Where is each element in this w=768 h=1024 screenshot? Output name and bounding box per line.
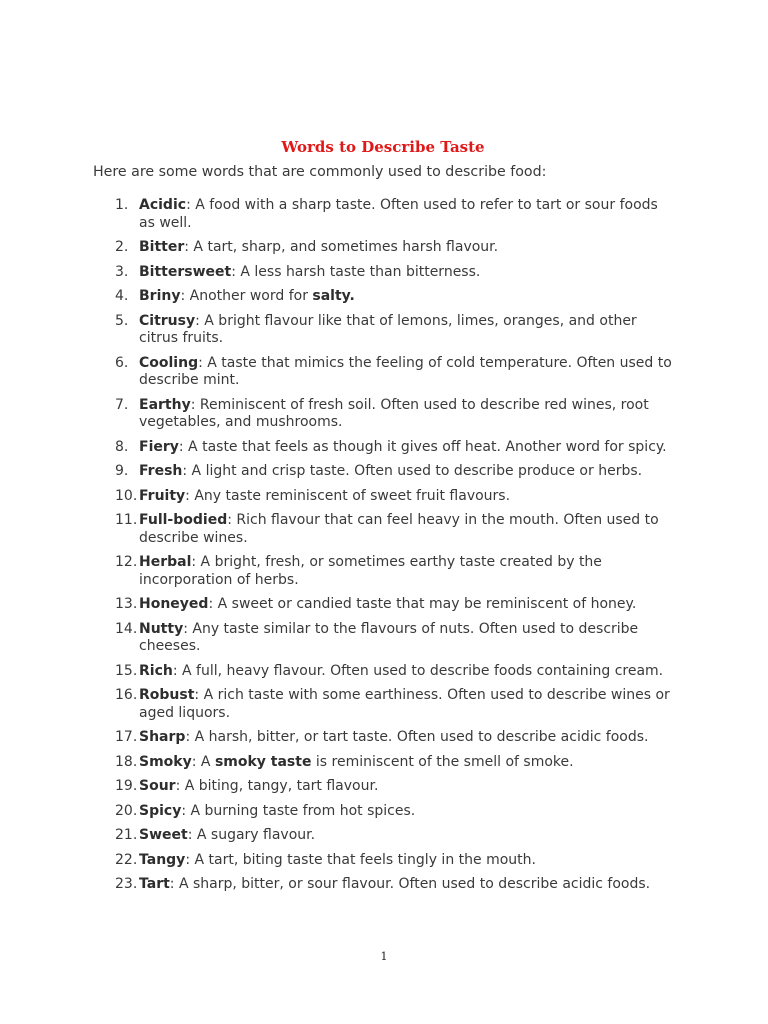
- list-item: [0, 876, 768, 894]
- list-item: [0, 778, 768, 796]
- list-item-number: 7.: [115, 396, 129, 413]
- list-item: [0, 754, 768, 772]
- list-item-definition: : A food with a sharp taste. Often used to refer to tart or sour foods as well.: [139, 197, 658, 231]
- list-item-term: Acidic: [139, 197, 187, 213]
- list-item-number: 21.: [115, 827, 138, 843]
- list-item-term: Citrusy: [139, 312, 196, 329]
- list-item-definition: : A full, heavy flavour. Often used to describe foods containing cream.: [172, 662, 664, 679]
- list-item-number: 23.: [115, 876, 138, 892]
- list-item-term: Rich: [139, 662, 173, 679]
- list-item-number: 22.: [115, 851, 138, 868]
- list-item: [0, 239, 768, 257]
- list-item: [0, 439, 768, 457]
- list-item-term: Sweet: [139, 827, 188, 843]
- list-item-term: Fresh: [139, 463, 183, 479]
- list-item: [0, 596, 768, 614]
- list-item-definition: : Another word for: [180, 288, 313, 304]
- list-item-number: 16.: [115, 687, 138, 703]
- list-item-term: Fiery: [139, 438, 179, 455]
- list-item-definition: : A taste that mimics the feeling of cold temperature. Often used to describe mint.: [139, 354, 672, 388]
- list-item-number: 5.: [115, 312, 129, 329]
- list-item-emphasis: smoky taste: [214, 753, 312, 770]
- list-item-definition: : A light and crisp taste. Often used to describe produce or herbs.: [182, 463, 643, 479]
- list-item-number: 20.: [115, 802, 138, 819]
- list-item: [0, 827, 768, 845]
- list-item-definition: : A biting, tangy, tart flavour.: [175, 778, 379, 794]
- list-item-term: Spicy: [139, 802, 182, 819]
- list-item-definition: : Reminiscent of fresh soil. Often used to describe red wines, root vegetables, and mushrooms.: [139, 396, 649, 430]
- list-item-number: 14.: [115, 620, 138, 637]
- list-item-definition: : A rich taste with some earthiness. Often used to describe wines or aged liquors.: [139, 687, 670, 721]
- list-item: [0, 512, 768, 547]
- list-item-term: Sharp: [139, 729, 186, 745]
- list-item: [0, 621, 768, 656]
- list-item-definition: : A tart, sharp, and sometimes harsh flavour.: [184, 239, 499, 255]
- list-item-definition: : A: [191, 753, 215, 770]
- page-number: 1: [380, 950, 388, 963]
- list-item-definition: : Any taste reminiscent of sweet fruit flavours.: [185, 487, 511, 504]
- list-item: [0, 397, 768, 432]
- list-item: [0, 313, 768, 348]
- list-item: [0, 554, 768, 589]
- list-item: [0, 729, 768, 747]
- list-item-number: 11.: [115, 512, 138, 528]
- list-item: [0, 197, 768, 232]
- list-item-term: Herbal: [139, 554, 192, 570]
- list-item: [0, 803, 768, 821]
- list-item-definition: : A bright, fresh, or sometimes earthy taste created by the incorporation of herbs.: [139, 554, 602, 588]
- list-item-term: Tangy: [139, 851, 186, 868]
- list-item-term: Fruity: [139, 487, 186, 504]
- list-item-term: Earthy: [139, 396, 191, 413]
- list-item: [0, 488, 768, 506]
- list-item-definition: : Rich flavour that can feel heavy in the mouth. Often used to describe wines.: [139, 512, 659, 546]
- list-item-definition: : A less harsh taste than bitterness.: [231, 263, 481, 280]
- list-item-term: Sour: [139, 778, 176, 794]
- list-item-definition: : Any taste similar to the flavours of nuts. Often used to describe cheeses.: [139, 620, 639, 654]
- list-item-term: Nutty: [139, 620, 184, 637]
- list-item-number: 10.: [115, 487, 138, 504]
- list-item-number: 19.: [115, 778, 138, 794]
- list-item-definition: : A tart, biting taste that feels tingly in the mouth.: [185, 851, 536, 868]
- list-item-number: 3.: [115, 263, 129, 280]
- list-item: [0, 355, 768, 390]
- list-item-number: 8.: [115, 438, 129, 455]
- list-item: [0, 463, 768, 481]
- list-item-number: 18.: [115, 753, 138, 770]
- list-item-definition: : A burning taste from hot spices.: [181, 802, 416, 819]
- document-title: Words to Describe Taste: [281, 138, 485, 156]
- list-item-term: Full-bodied: [139, 512, 228, 528]
- list-item-term: Robust: [139, 687, 195, 703]
- list-item-number: 6.: [115, 354, 129, 371]
- list-item-definition: : A harsh, bitter, or tart taste. Often used to describe acidic foods.: [185, 729, 649, 745]
- list-item-term: Honeyed: [139, 596, 209, 612]
- list-item-number: 13.: [115, 596, 138, 612]
- list-item-definition: : A sharp, bitter, or sour flavour. Often used to describe acidic foods.: [169, 876, 651, 892]
- list-item: [0, 852, 768, 870]
- list-item-number: 15.: [115, 662, 138, 679]
- list-item-definition: : A bright flavour like that of lemons, limes, oranges, and other citrus fruits.: [139, 312, 637, 346]
- list-item-number: 2.: [115, 239, 129, 255]
- list-item-number: 17.: [115, 729, 138, 745]
- list-item-emphasis: salty.: [312, 288, 355, 304]
- list-item-term: Smoky: [139, 753, 192, 770]
- list-item-definition: : A sweet or candied taste that may be reminiscent of honey.: [208, 596, 637, 612]
- list-item-term: Bitter: [139, 239, 185, 255]
- list-item: [0, 663, 768, 681]
- list-item-term: Tart: [139, 876, 170, 892]
- list-item-definition-continued: is reminiscent of the smell of smoke.: [311, 753, 574, 770]
- list-item-definition: : A taste that feels as though it gives off heat. Another word for spicy.: [178, 438, 667, 455]
- list-item-term: Briny: [139, 288, 181, 304]
- list-item-term: Cooling: [139, 354, 199, 371]
- list-item: [0, 288, 768, 306]
- list-item-definition: : A sugary flavour.: [187, 827, 316, 843]
- taste-words-list: [0, 197, 768, 901]
- list-item-number: 9.: [115, 463, 129, 479]
- list-item-number: 4.: [115, 288, 129, 304]
- list-item-number: 1.: [115, 197, 129, 213]
- list-item-term: Bittersweet: [139, 263, 232, 280]
- list-item: [0, 687, 768, 722]
- intro-paragraph: Here are some words that are commonly used to describe food:: [93, 164, 547, 180]
- list-item: [0, 264, 768, 282]
- list-item-number: 12.: [115, 554, 138, 570]
